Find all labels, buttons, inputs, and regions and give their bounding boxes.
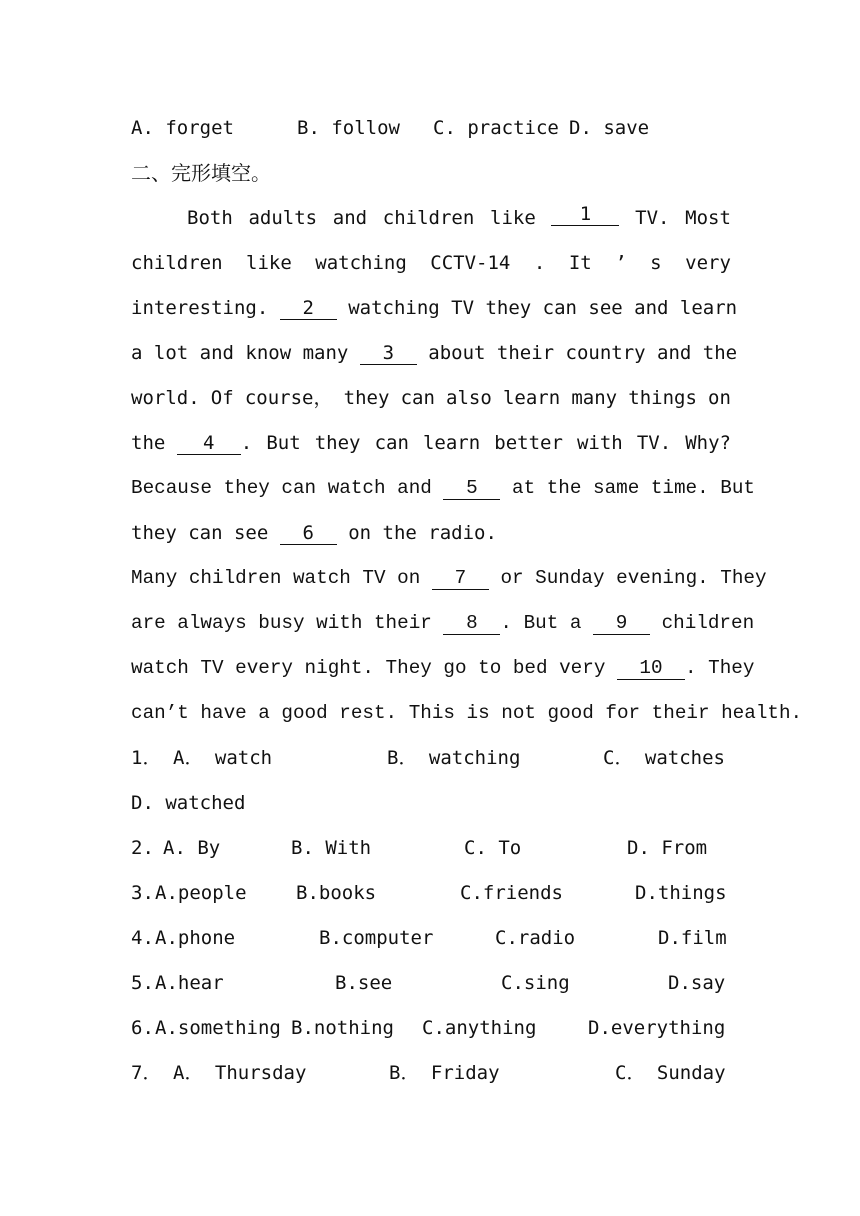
option-c: C． watches xyxy=(603,747,725,769)
blank-2: 2 xyxy=(280,295,337,320)
word: children xyxy=(131,252,223,274)
text-run: . But a xyxy=(500,612,582,634)
option-c: C.friends xyxy=(460,882,563,904)
option-c: C． Sunday xyxy=(615,1062,726,1084)
option-b: B. follow xyxy=(297,117,400,139)
word: they xyxy=(314,432,361,454)
blank-3: 3 xyxy=(360,340,417,365)
question-number: 3. xyxy=(131,882,154,904)
question-6 xyxy=(131,1011,731,1045)
word: Both xyxy=(187,207,233,229)
blank-1: 1 xyxy=(551,201,619,226)
question-7 xyxy=(131,1056,731,1090)
passage-line-6 xyxy=(131,426,731,460)
blank-7: 7 xyxy=(432,565,489,590)
option-d: D.film xyxy=(658,927,727,949)
option-b: B.see xyxy=(335,972,393,994)
prev-question-options xyxy=(131,111,731,145)
option-d: D.say xyxy=(668,972,726,994)
word: adults xyxy=(248,207,318,229)
text-run: watching TV they can see and learn xyxy=(348,297,738,319)
blank-9: 9 xyxy=(593,610,650,635)
option-a: A． watch xyxy=(173,747,273,769)
passage-line-2 xyxy=(131,246,731,280)
text-run: they can see xyxy=(131,522,269,544)
option-a: A.phone xyxy=(155,927,236,949)
passage-line-9 xyxy=(131,561,767,595)
passage-line-10 xyxy=(131,606,755,640)
question-number: 4. xyxy=(131,927,154,949)
text-run: on the radio. xyxy=(348,522,497,544)
punctuation: . xyxy=(240,432,253,454)
word: they xyxy=(343,387,390,409)
question-4 xyxy=(131,921,731,955)
word: also xyxy=(446,387,492,409)
option-c: C.anything xyxy=(422,1017,537,1039)
word: children xyxy=(382,207,475,229)
word: watching xyxy=(315,252,407,274)
option-a: A. forget xyxy=(131,117,234,139)
word: TV. xyxy=(636,432,672,454)
word: s xyxy=(650,252,662,274)
blank-5: 5 xyxy=(443,475,500,500)
option-c: C.sing xyxy=(501,972,570,994)
question-number: 5. xyxy=(131,972,154,994)
question-5 xyxy=(131,966,731,1000)
question-2 xyxy=(131,831,731,865)
blank-8: 8 xyxy=(443,610,500,635)
word: better xyxy=(494,432,563,454)
word: on xyxy=(708,387,731,409)
text-run: watch TV every night. They go to bed very xyxy=(131,657,606,679)
option-b: B.books xyxy=(296,882,377,904)
option-d: D.everything xyxy=(588,1017,726,1039)
question-3 xyxy=(131,876,731,910)
passage-line-8 xyxy=(131,516,731,550)
word: world. xyxy=(131,387,200,409)
passage-line-4 xyxy=(131,336,738,370)
word: many xyxy=(571,387,618,409)
word: like xyxy=(246,252,292,274)
text-run: interesting. xyxy=(131,297,269,319)
option-d: D. From xyxy=(627,837,708,859)
text-run: at the same time. But xyxy=(512,477,755,499)
question-number: 6. xyxy=(131,1017,154,1039)
word: TV. xyxy=(635,207,670,229)
passage-line-11 xyxy=(131,651,755,685)
word: very xyxy=(685,252,731,274)
text-run: . They xyxy=(684,657,755,679)
option-d: D. save xyxy=(569,117,650,139)
passage-line-7 xyxy=(131,471,755,505)
word: things xyxy=(628,387,697,409)
option-b: B.nothing xyxy=(291,1017,394,1039)
text-run: or Sunday evening. They xyxy=(500,567,767,589)
question-1-option-d: D. watched xyxy=(131,792,246,814)
option-b: B. With xyxy=(291,837,372,859)
word: like xyxy=(490,207,536,229)
word: ’ xyxy=(615,252,627,274)
blank-10: 10 xyxy=(617,655,685,680)
text-run: Many children watch TV on xyxy=(131,567,421,589)
option-b: B． watching xyxy=(387,747,521,769)
word: learn xyxy=(422,432,481,454)
word: . xyxy=(533,252,546,274)
option-c: C.radio xyxy=(495,927,576,949)
section-title: 二、完形填空。 xyxy=(131,161,271,185)
question-number: 1． xyxy=(131,747,162,769)
question-1 xyxy=(131,741,731,775)
word: can xyxy=(400,387,435,409)
text-run: are always busy with their xyxy=(131,612,432,634)
passage-line-1 xyxy=(187,201,731,235)
option-c: C. To xyxy=(464,837,522,859)
blank-4: 4 xyxy=(177,430,241,455)
passage-line-3 xyxy=(131,291,738,325)
option-b: B.computer xyxy=(319,927,434,949)
word: can xyxy=(374,432,409,454)
word: Of xyxy=(210,387,234,409)
text-run: children xyxy=(661,612,755,634)
passage-line-12: can’t have a good rest. This is not good for their health. xyxy=(131,702,803,724)
blank-6: 6 xyxy=(280,520,337,545)
question-number: 7． xyxy=(131,1062,162,1084)
option-a: A． Thursday xyxy=(173,1062,307,1084)
word: with xyxy=(576,432,623,454)
text-run: about their country and the xyxy=(428,342,738,364)
text-run: a lot and know many xyxy=(131,342,349,364)
word: But xyxy=(266,432,301,454)
word: and xyxy=(332,207,368,229)
option-c: C. practice xyxy=(433,117,559,139)
option-a: A.something xyxy=(155,1017,281,1039)
word: It xyxy=(568,252,592,274)
option-d: D.things xyxy=(635,882,727,904)
word: course， xyxy=(244,387,333,409)
word: Most xyxy=(685,207,731,229)
text-run: Because they can watch and xyxy=(131,477,432,499)
word-text: the xyxy=(131,432,166,454)
word: CCTV-14 xyxy=(430,252,511,274)
option-a: A.hear xyxy=(155,972,224,994)
passage-line-5 xyxy=(131,381,731,415)
option-a: A. By xyxy=(163,837,221,859)
option-a: A.people xyxy=(155,882,247,904)
word: learn xyxy=(502,387,561,409)
word: Why? xyxy=(685,432,731,454)
option-b: B． Friday xyxy=(389,1062,500,1084)
question-number: 2. xyxy=(131,837,154,859)
word xyxy=(131,426,252,460)
